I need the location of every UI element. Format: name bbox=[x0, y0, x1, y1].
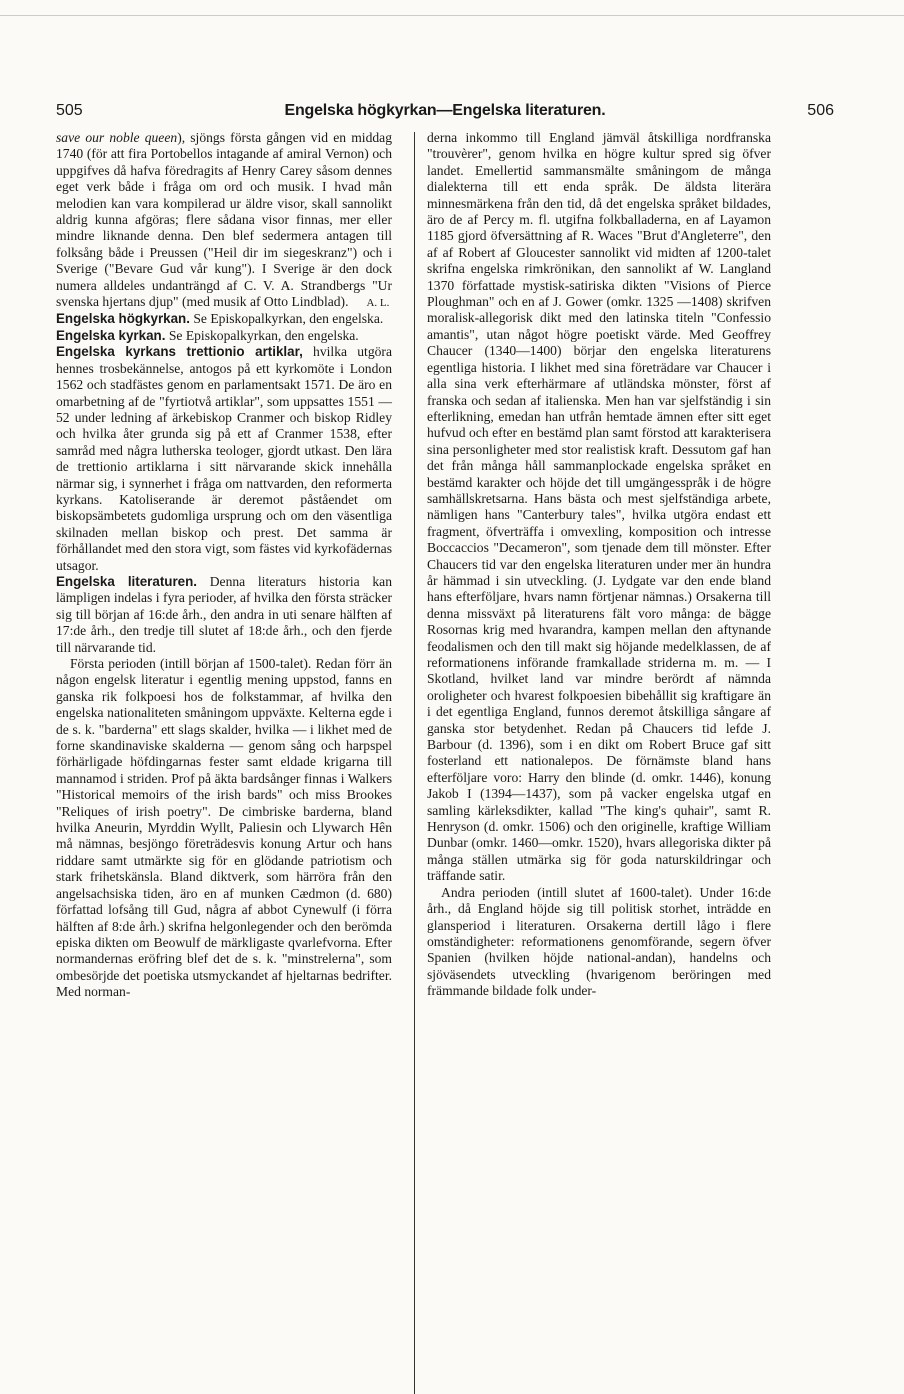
page-number-right: 506 bbox=[807, 102, 834, 119]
entry-text: Denna literaturs historia kan lämpligen indelas i fyra perioder, af hvilka den första sträcker sig till början af 16:de årh., den andra in uti senare hälften af 17:de årh., den tredje till slutet af 18:de årh., och den fjerde till närvarande tid. bbox=[56, 573, 392, 655]
paragraph-forsta-perioden: Första perioden (intill början af 1500-talet). Redan förr än någon engelsk literatur i egentlig mening uppstod, fanns en ganska rik folkpoesi hos de folkstammar, af hvilka den engelska nationaliteten småningom uppväxte. Kelterna egde i de s. k. "barderna" ett slags skalder, hvilka — i likhet med de forne skandinaviske skalderna — genom sång och harpspel förhärligade höfdingarnas fester samt eldade krigarna till mannamod i striden. Prof på äkta bardsånger finnas i Walkers "Historical memoirs of the irish bards" och miss Brookes "Reliques of irish poetry". De cimbriske barderna, bland hvilka Aneurin, Myrddin Wyllt, Paliesin och Llywarch Hên må nämnas, besjöngo företrädesvis konung Artur och hans riddare samt utmärkte sig för en glödande patriotism och stark frihetskänsla. Bland diktverk, som härröra från den angelsachsiska tiden, äro en af munken Cædmon (d. 680) författad lofsång till Gud, några af abbot Cynewulf (i förra hälften af 8:de årh.) skrifna helgonlegender och den berömda episka dikten om Beowulf de märkligaste qvarlefvorna. Efter normandernas eröfring blef det de s. k. "minstrelerna", som ombesörjde det poetiska utsmyckandet af hjeltarnas bedrifter. Med norman- bbox=[56, 656, 392, 1000]
scan-edge-line bbox=[0, 15, 904, 16]
page-header bbox=[56, 102, 834, 124]
entry-artiklar bbox=[56, 344, 392, 574]
entry-headword: Engelska högkyrkan. bbox=[56, 311, 190, 327]
author-signature: A. L. bbox=[366, 297, 390, 310]
left-column bbox=[56, 130, 392, 1001]
page-number-left: 505 bbox=[56, 102, 83, 119]
running-title: Engelska högkyrkan—Engelska literaturen. bbox=[284, 102, 606, 119]
paragraph-andra-perioden: Andra perioden (intill slutet af 1600-talet). Under 16:de årh., då England höjde sig till politisk storhet, inträdde en glansperiod i literaturen. Orsakerna dertill lågo i flere omständigheter: reformationens genomförande, segern öfver Spanien (hvilken höjde national-andan), handelns och sjöväsendets utveckling (hvarigenom beröringen med främmande bildade folk under- bbox=[427, 884, 771, 999]
entry-headword: Engelska literaturen. bbox=[56, 573, 198, 589]
paragraph-anthem bbox=[56, 130, 392, 311]
entry-hogkyrkan bbox=[56, 311, 392, 327]
column-divider bbox=[414, 132, 415, 1394]
right-column bbox=[427, 130, 771, 1000]
anthem-title-fragment: save our noble queen bbox=[56, 130, 178, 145]
anthem-text: ), sjöngs första gången vid en middag 1740 (för att fira Portobellos intagande af amiral Vernon) och uppgifves då hafva föredragits af Henry Carey såsom dennes eget verk både i fråga om ord och musik. I hvad mån melodien kan vara kompilerad ur äldre visor, skall sannolikt aldrig kunna afgöras; flere sådana visor finnas, mer eller mindre liknande denna. Den blef sedermera antagen till folksång både i Preussen ("Heil dir im siegeskranz") och i Sverige ("Bevare Gud vår kung"). I Sverige är den dock numera alldeles undanträngd af C. V. A. Strandbergs "Ur svenska hjertans djup" (med musik af Otto Lindblad). bbox=[56, 130, 392, 310]
entry-text: hvilka utgöra hennes trosbekännelse, antogos på ett kyrkomöte i London 1562 och stadfästes genom en parlamentsakt 1571. De äro en omarbetning af de "fyrtiotvå artiklar", som uppsattes 1551 —52 under ledning af ärkebiskop Cranmer och biskop Ridley och hvilka åter grunda sig på ett af Cranmer 1538, efter samråd med några lutherska teologer, gjordt utkast. Den lära de trettionio artiklarna i sitt närvarande skick innehålla närmar sig, i synnerhet i fråga om nattvarden, den reformerta kyrkans. Katoliserande är deremot påståendet om biskopsämbetets gudomliga ursprung och om den väsentliga skilnaden mellan biskop och prest. Det samma är förhållandet med den stora vigt, som fästes vid kyrkofädernas utsagor. bbox=[56, 344, 392, 573]
entry-text: Se Episkopalkyrkan, den engelska. bbox=[189, 311, 384, 327]
entry-headword: Engelska kyrkans trettionio artiklar, bbox=[56, 344, 303, 360]
entry-literaturen bbox=[56, 574, 392, 656]
paragraph-continuation: derna inkommo till England jämväl åtskilliga nordfranska "trouvèrer", genom hvilka en högre kultur spred sig öfver landet. Emellertid sammansmälte småningom de många dialekterna till ett enda språk. De äldsta literära minnesmärkena från den tid, då det engelska språket bildades, äro de af Percy m. fl. utgifna folkballaderna, en af Layamon 1185 gjord öfversättning af R. Waces "Brut d'Angleterre", den af af Robert af Gloucester sannolikt vid midten af 1200-talet skrifna engelska rimkrönikan, den sannolikt af W. Langland 1370 författade mystisk-satiriska dikten "Visions of Pierce Ploughman" och en af J. Gower (omkr. 1325 —1408) skrifven moralisk-allegorisk dikt med den latinska titeln "Confessio amantis", utan något högre poetiskt värde. Med Geoffrey Chaucer (1340—1400) börjar den engelska literaturens egentliga historia. I likhet med sina företrädare var Chaucer i alla sina verk efterhärmare af utländska mönster, först af franska och sedan af italienska. Men han var sjelfständig i sin efterlikning, emedan han utfrån hemtade ämnen efter sitt eget hufvud och efter en bestämd plan samt förstod att karakterisera sina personligheter med stor realistisk kraft. Dessutom gaf han det från många håll sammanplockade engelska språket en bestämd karakter och höjde det till umgängesspråk i de högre samhällskretsarna. Hans bästa och mest sjelfständiga arbete, nämligen hans "Canterbury tales", hvilka utgöra endast ett fragment, öfverträffa i omvexling, komposition och intresse Boccaccios "Decameron", som tjenade dem till mönster. Efter Chaucers tid var den engelska literaturen under mer än hundra år hämmad i sin utveckling. (J. Lydgate var den ende bland hans efterföljare, hvars namn förtjenar nämnas.) Orsakerna till denna missväxt på literaturens fält voro många: de bägge Rosornas krig med hvarandra, kampen mellan den aftynande feodalismen och den till makt sig höjande medelklassen, de af reformationens införande framkallade striderna m. m. — I Skotland, hvilket land var mindre berördt af nämnda oroligheter och hvarest folkpoesien bibehållit sig kraftigare än i det egentliga England, funnos deremot åtskilliga sångare af ganska stor betydenhet. Redan på Chaucers tid lefde J. Barbour (d. 1396), som i en dikt om Robert Bruce gaf sitt fosterland ett nationalepos. De förnämste bland hans efterföljare voro: Harry den blinde (d. omkr. 1446), konung Jakob I (1394—1437), som på vacker engelska utgaf en samling kärleksdikter, kallad "The king's quhair", samt R. Henryson (d. omkr. 1506) och den originelle, kraftige William Dunbar (omkr. 1460—omkr. 1520), hvars allegoriska dikter på många ställen utmärka sig för goda naturskildringar och träffande satir. bbox=[427, 130, 771, 884]
entry-text: Se Episkopalkyrkan, den engelska. bbox=[165, 327, 359, 343]
entry-kyrkan bbox=[56, 328, 392, 344]
entry-headword: Engelska kyrkan. bbox=[56, 327, 166, 343]
